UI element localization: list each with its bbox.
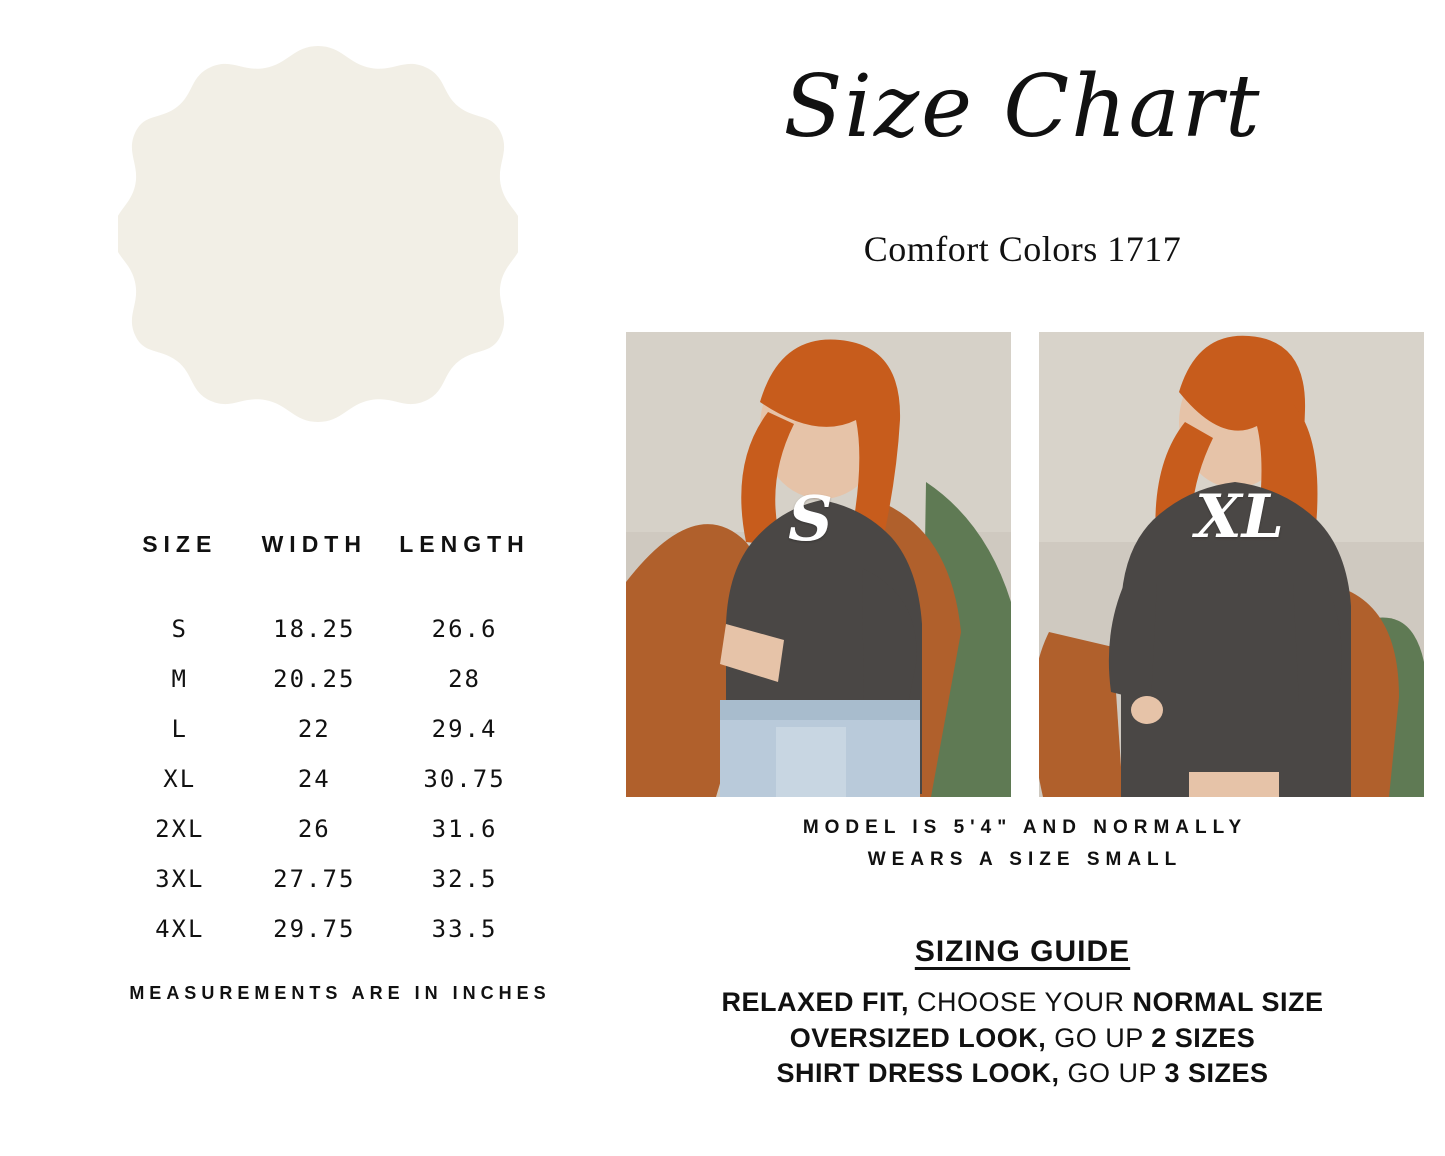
model-height-note: [610, 812, 1440, 877]
cell-width: 22: [297, 715, 331, 743]
sizing-guide-heading: SIZING GUIDE: [914, 935, 1131, 968]
cell-size: 3XL: [155, 865, 205, 893]
sizing-guide-line: [600, 1021, 1445, 1057]
page-subtitle: Comfort Colors 1717: [863, 229, 1182, 269]
cell-width: 20.25: [273, 665, 356, 693]
cell-width: 27.75: [273, 865, 356, 893]
table-row: [120, 754, 540, 804]
guide-line-2-normal: GO UP: [1046, 1022, 1152, 1053]
guide-line-3-normal: GO UP: [1059, 1058, 1165, 1089]
shirt-size-letter-xl: XL: [1195, 482, 1284, 552]
cell-length: 33.5: [431, 915, 498, 943]
guide-line-1-normal: CHOOSE YOUR: [908, 987, 1133, 1017]
page-title: Size Chart: [783, 57, 1262, 157]
sizing-guide-line: [600, 1056, 1445, 1092]
cell-length: 29.4: [431, 715, 498, 743]
cell-size: L: [171, 715, 188, 743]
cell-size: 2XL: [155, 815, 205, 843]
size-table: [120, 530, 540, 954]
cell-width: 18.25: [273, 615, 356, 643]
table-header-width: WIDTH: [261, 531, 367, 557]
guide-line-3-strong-2: 3 SIZES: [1164, 1058, 1269, 1089]
cell-width: 29.75: [273, 915, 356, 943]
table-header-length: LENGTH: [399, 531, 530, 557]
guide-line-1-strong-1: RELAXED FIT,: [721, 987, 909, 1017]
table-row: [120, 654, 540, 704]
cell-length: 30.75: [423, 765, 506, 793]
model-photo-xl: [1039, 332, 1424, 797]
table-row: [120, 604, 540, 654]
cell-size: S: [171, 615, 188, 643]
cell-length: 32.5: [431, 865, 498, 893]
guide-line-2-strong-1: OVERSIZED LOOK,: [789, 1022, 1047, 1053]
size-table-container: [120, 530, 540, 954]
cell-width: 26: [297, 815, 331, 843]
model-photo-small: [626, 332, 1011, 797]
cell-length: 31.6: [431, 815, 498, 843]
sizing-guide-line: [600, 985, 1445, 1021]
table-header-row: [120, 530, 540, 604]
left-column: [0, 0, 600, 1156]
table-header-size: SIZE: [142, 531, 218, 557]
measurements-note: MEASUREMENTS ARE IN INCHES: [129, 983, 551, 1003]
cell-width: 24: [297, 765, 331, 793]
table-row: [120, 704, 540, 754]
shirt-size-letter-small: S: [788, 482, 833, 555]
model-photos: [610, 332, 1440, 797]
cell-size: M: [171, 665, 188, 693]
model-note-line-1: MODEL IS 5'4" AND NORMALLY: [802, 817, 1248, 838]
table-row: [120, 804, 540, 854]
guide-line-1-strong-2: NORMAL SIZE: [1132, 987, 1324, 1017]
cell-size: XL: [163, 765, 197, 793]
guide-line-3-strong-1: SHIRT DRESS LOOK,: [776, 1058, 1060, 1089]
cell-size: 4XL: [155, 915, 205, 943]
cell-length: 26.6: [431, 615, 498, 643]
table-row: [120, 904, 540, 954]
decorative-blob-placeholder: [118, 40, 518, 450]
guide-line-2-strong-2: 2 SIZES: [1151, 1022, 1256, 1053]
sizing-guide-lines: [600, 985, 1445, 1092]
table-row: [120, 854, 540, 904]
right-column: [600, 0, 1445, 1156]
cell-length: 28: [448, 665, 481, 693]
model-note-line-2: WEARS A SIZE SMALL: [867, 849, 1183, 871]
